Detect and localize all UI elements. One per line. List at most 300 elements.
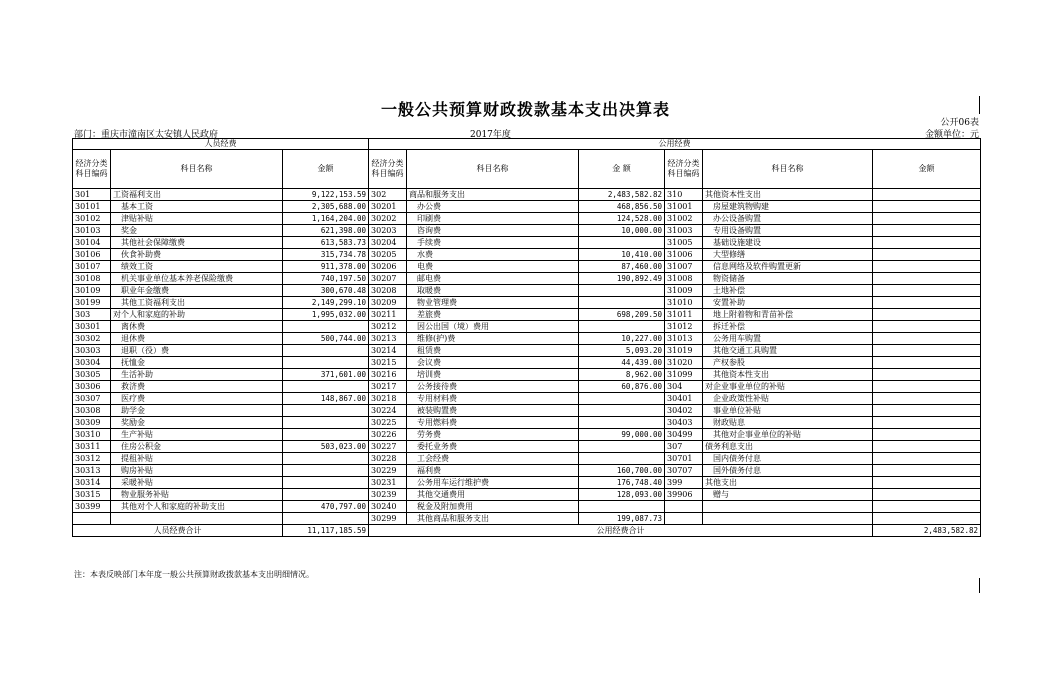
- name-cell: 水费: [407, 249, 579, 261]
- code-cell: 30701: [665, 453, 703, 465]
- code-cell: 30399: [73, 501, 111, 513]
- code-cell: 30203: [369, 225, 407, 237]
- amount-cell: [873, 357, 981, 369]
- page-edge-mark-top: [979, 96, 980, 114]
- code-cell: 30108: [73, 273, 111, 285]
- amount-cell: [579, 417, 665, 429]
- header-code: 经济分类科目编码: [665, 150, 703, 189]
- name-cell: 对个人和家庭的补助: [111, 309, 283, 321]
- code-cell: 399: [665, 477, 703, 489]
- amount-cell: [873, 393, 981, 405]
- name-cell: 差旅费: [407, 309, 579, 321]
- amount-cell: [283, 477, 369, 489]
- code-cell: 31099: [665, 369, 703, 381]
- amount-cell: [873, 513, 981, 525]
- code-cell: 30205: [369, 249, 407, 261]
- name-cell: 国外债务付息: [703, 465, 873, 477]
- table-row: [73, 309, 981, 321]
- code-cell: 31002: [665, 213, 703, 225]
- code-cell: 30299: [369, 513, 407, 525]
- name-cell: 办公设备购置: [703, 213, 873, 225]
- code-cell: 30104: [73, 237, 111, 249]
- name-cell: 劳务费: [407, 429, 579, 441]
- header-name: 科目名称: [703, 150, 873, 189]
- name-cell: 其他资本性支出: [703, 369, 873, 381]
- amount-cell: 99,000.00: [579, 429, 665, 441]
- amount-cell: [873, 285, 981, 297]
- code-cell: [665, 513, 703, 525]
- code-cell: 30308: [73, 405, 111, 417]
- code-cell: 31001: [665, 201, 703, 213]
- name-cell: 专用燃料费: [407, 417, 579, 429]
- amount-cell: 10,227.00: [579, 333, 665, 345]
- code-cell: 31008: [665, 273, 703, 285]
- amount-cell: 87,460.00: [579, 261, 665, 273]
- code-cell: 31013: [665, 333, 703, 345]
- name-cell: 财政贴息: [703, 417, 873, 429]
- name-cell: 培训费: [407, 369, 579, 381]
- table-row: [73, 297, 981, 309]
- amount-cell: 2,483,582.82: [579, 189, 665, 201]
- amount-cell: 128,093.00: [579, 489, 665, 501]
- section-personnel: 人员经费: [73, 139, 369, 150]
- table-row: [73, 381, 981, 393]
- name-cell: 住房公积金: [111, 441, 283, 453]
- amount-cell: 1,164,204.00: [283, 213, 369, 225]
- name-cell: 其他工资福利支出: [111, 297, 283, 309]
- name-cell: 办公费: [407, 201, 579, 213]
- amount-cell: 176,748.40: [579, 477, 665, 489]
- code-cell: 30402: [665, 405, 703, 417]
- amount-cell: [873, 261, 981, 273]
- code-cell: 30216: [369, 369, 407, 381]
- code-cell: 303: [73, 309, 111, 321]
- table-row: [73, 273, 981, 285]
- table-row: [73, 393, 981, 405]
- name-cell: 工资福利支出: [111, 189, 283, 201]
- amount-cell: [579, 321, 665, 333]
- code-cell: 31003: [665, 225, 703, 237]
- name-cell: 物业管理费: [407, 297, 579, 309]
- code-cell: 39906: [665, 489, 703, 501]
- name-cell: 提租补贴: [111, 453, 283, 465]
- amount-cell: [283, 417, 369, 429]
- code-cell: 304: [665, 381, 703, 393]
- name-cell: 离休费: [111, 321, 283, 333]
- code-cell: 30228: [369, 453, 407, 465]
- name-cell: 债务利息支出: [703, 441, 873, 453]
- name-cell: 商品和服务支出: [407, 189, 579, 201]
- public-total-value: 2,483,582.82: [873, 525, 981, 537]
- code-cell: 30215: [369, 357, 407, 369]
- fiscal-year: 2017年度: [470, 130, 511, 140]
- code-cell: 30307: [73, 393, 111, 405]
- amount-cell: 160,700.00: [579, 465, 665, 477]
- header-name: 科目名称: [111, 150, 283, 189]
- code-cell: 30212: [369, 321, 407, 333]
- name-cell: [111, 513, 283, 525]
- name-cell: [703, 501, 873, 513]
- amount-cell: [579, 501, 665, 513]
- name-cell: 维修(护)费: [407, 333, 579, 345]
- amount-cell: 10,410.00: [579, 249, 665, 261]
- amount-cell: 5,093.20: [579, 345, 665, 357]
- code-cell: 30218: [369, 393, 407, 405]
- table-row: [73, 501, 981, 513]
- code-cell: 30213: [369, 333, 407, 345]
- name-cell: 救济费: [111, 381, 283, 393]
- code-cell: 30209: [369, 297, 407, 309]
- code-cell: 30102: [73, 213, 111, 225]
- amount-cell: 468,856.50: [579, 201, 665, 213]
- amount-cell: 621,398.00: [283, 225, 369, 237]
- amount-cell: 740,197.50: [283, 273, 369, 285]
- name-cell: 公务接待费: [407, 381, 579, 393]
- amount-cell: [873, 417, 981, 429]
- amount-cell: [873, 489, 981, 501]
- amount-cell: [283, 453, 369, 465]
- code-cell: 30101: [73, 201, 111, 213]
- amount-cell: [873, 453, 981, 465]
- name-cell: 助学金: [111, 405, 283, 417]
- name-cell: 地上附着物和青苗补偿: [703, 309, 873, 321]
- code-cell: 31007: [665, 261, 703, 273]
- amount-cell: [873, 441, 981, 453]
- personnel-total-value: 11,117,185.59: [283, 525, 369, 537]
- form-number: 公开06表: [940, 118, 979, 128]
- code-cell: 30303: [73, 345, 111, 357]
- amount-cell: [873, 189, 981, 201]
- name-cell: 机关事业单位基本养老保险缴费: [111, 273, 283, 285]
- name-cell: 信息网络及软件购置更新: [703, 261, 873, 273]
- code-cell: [665, 501, 703, 513]
- amount-cell: [873, 429, 981, 441]
- name-cell: 奖金: [111, 225, 283, 237]
- code-cell: 30304: [73, 357, 111, 369]
- header-name: 科目名称: [407, 150, 579, 189]
- amount-cell: [283, 405, 369, 417]
- code-cell: 31011: [665, 309, 703, 321]
- name-cell: 企业政策性补贴: [703, 393, 873, 405]
- name-cell: 手续费: [407, 237, 579, 249]
- header-amount: 金额: [283, 150, 369, 189]
- code-cell: 30224: [369, 405, 407, 417]
- code-cell: 30202: [369, 213, 407, 225]
- table-row: [73, 477, 981, 489]
- code-cell: 30214: [369, 345, 407, 357]
- table-row: [73, 213, 981, 225]
- amount-cell: [873, 381, 981, 393]
- name-cell: 其他对个人和家庭的补助支出: [111, 501, 283, 513]
- amount-cell: 911,378.00: [283, 261, 369, 273]
- code-cell: 30201: [369, 201, 407, 213]
- code-cell: 30314: [73, 477, 111, 489]
- table-row: [73, 369, 981, 381]
- amount-cell: [283, 465, 369, 477]
- table-row: [73, 453, 981, 465]
- table-row: [73, 333, 981, 345]
- name-cell: 其他资本性支出: [703, 189, 873, 201]
- table-row: [73, 429, 981, 441]
- header-amount: 金 额: [579, 150, 665, 189]
- name-cell: 公务用车运行维护费: [407, 477, 579, 489]
- code-cell: 30311: [73, 441, 111, 453]
- header-code: 经济分类科目编码: [73, 150, 111, 189]
- code-cell: 30229: [369, 465, 407, 477]
- name-cell: 安置补助: [703, 297, 873, 309]
- name-cell: 因公出国（境）费用: [407, 321, 579, 333]
- name-cell: 房屋建筑物购建: [703, 201, 873, 213]
- code-cell: 30211: [369, 309, 407, 321]
- code-cell: 30204: [369, 237, 407, 249]
- amount-cell: [579, 393, 665, 405]
- name-cell: 基本工资: [111, 201, 283, 213]
- name-cell: 取暖费: [407, 285, 579, 297]
- code-cell: 30499: [665, 429, 703, 441]
- table-row: [73, 249, 981, 261]
- amount-cell: 60,876.00: [579, 381, 665, 393]
- amount-cell: [579, 285, 665, 297]
- name-cell: 专用设备购置: [703, 225, 873, 237]
- amount-cell: 9,122,153.59: [283, 189, 369, 201]
- table-row: [73, 405, 981, 417]
- amount-cell: [283, 513, 369, 525]
- code-cell: 30231: [369, 477, 407, 489]
- table-row: [73, 441, 981, 453]
- code-cell: 30206: [369, 261, 407, 273]
- code-cell: [73, 513, 111, 525]
- name-cell: 对企业事业单位的补贴: [703, 381, 873, 393]
- name-cell: 其他商品和服务支出: [407, 513, 579, 525]
- amount-cell: 199,087.73: [579, 513, 665, 525]
- table-row: [73, 285, 981, 297]
- amount-cell: 300,670.48: [283, 285, 369, 297]
- table-row: [73, 321, 981, 333]
- name-cell: 国内债务付息: [703, 453, 873, 465]
- personnel-total-label: 人员经费合计: [73, 525, 283, 537]
- table-row: [73, 465, 981, 477]
- amount-cell: 315,734.78: [283, 249, 369, 261]
- amount-cell: [283, 381, 369, 393]
- code-cell: 30226: [369, 429, 407, 441]
- name-cell: 赠与: [703, 489, 873, 501]
- name-cell: 其他对企事业单位的补贴: [703, 429, 873, 441]
- amount-cell: [873, 321, 981, 333]
- amount-cell: [873, 309, 981, 321]
- code-cell: 30217: [369, 381, 407, 393]
- name-cell: 土地补偿: [703, 285, 873, 297]
- table-row: [73, 357, 981, 369]
- amount-cell: [873, 249, 981, 261]
- page-edge-mark-bottom: [979, 578, 980, 593]
- amount-cell: [283, 345, 369, 357]
- name-cell: [703, 513, 873, 525]
- amount-cell: 698,209.50: [579, 309, 665, 321]
- amount-cell: 124,528.00: [579, 213, 665, 225]
- name-cell: 拆迁补偿: [703, 321, 873, 333]
- code-cell: 30306: [73, 381, 111, 393]
- name-cell: 事业单位补贴: [703, 405, 873, 417]
- code-cell: 30107: [73, 261, 111, 273]
- table-row: [73, 489, 981, 501]
- amount-cell: [873, 273, 981, 285]
- table-row: [73, 189, 981, 201]
- amount-cell: [873, 201, 981, 213]
- table-row: [73, 237, 981, 249]
- column-header-row: [73, 150, 981, 189]
- amount-cell: [873, 369, 981, 381]
- name-cell: 生活补助: [111, 369, 283, 381]
- header-code: 经济分类科目编码: [369, 150, 407, 189]
- code-cell: 31010: [665, 297, 703, 309]
- amount-cell: [283, 489, 369, 501]
- name-cell: 工会经费: [407, 453, 579, 465]
- name-cell: 职业年金缴费: [111, 285, 283, 297]
- table-row: [73, 261, 981, 273]
- code-cell: 31019: [665, 345, 703, 357]
- name-cell: 退休费: [111, 333, 283, 345]
- table-row: [73, 225, 981, 237]
- amount-cell: 371,601.00: [283, 369, 369, 381]
- name-cell: 邮电费: [407, 273, 579, 285]
- amount-cell: 8,962.00: [579, 369, 665, 381]
- code-cell: 30707: [665, 465, 703, 477]
- amount-cell: [873, 225, 981, 237]
- amount-cell: [873, 237, 981, 249]
- amount-cell: [873, 297, 981, 309]
- header-amount: 金额: [873, 150, 981, 189]
- code-cell: 30106: [73, 249, 111, 261]
- name-cell: 物业服务补贴: [111, 489, 283, 501]
- table-row: [73, 513, 981, 525]
- amount-cell: 470,797.00: [283, 501, 369, 513]
- section-header-row: [73, 139, 981, 150]
- code-cell: 30109: [73, 285, 111, 297]
- name-cell: 购房补贴: [111, 465, 283, 477]
- code-cell: 30302: [73, 333, 111, 345]
- code-cell: 30199: [73, 297, 111, 309]
- table-row: [73, 345, 981, 357]
- code-cell: 31009: [665, 285, 703, 297]
- name-cell: 退职（役）费: [111, 345, 283, 357]
- name-cell: 专用材料费: [407, 393, 579, 405]
- name-cell: 奖励金: [111, 417, 283, 429]
- code-cell: 31012: [665, 321, 703, 333]
- department-label: 部门：重庆市潼南区太安镇人民政府: [74, 130, 219, 140]
- code-cell: 30313: [73, 465, 111, 477]
- code-cell: 30207: [369, 273, 407, 285]
- name-cell: 租赁费: [407, 345, 579, 357]
- name-cell: 津贴补贴: [111, 213, 283, 225]
- code-cell: 30225: [369, 417, 407, 429]
- footnote: 注：本表反映部门本年度一般公共预算财政拨款基本支出明细情况。: [74, 570, 314, 579]
- amount-cell: 1,995,032.00: [283, 309, 369, 321]
- name-cell: 税金及附加费用: [407, 501, 579, 513]
- amount-cell: 10,000.00: [579, 225, 665, 237]
- name-cell: 其他交通工具购置: [703, 345, 873, 357]
- report-title: 一般公共预算财政拨款基本支出决算表: [380, 100, 670, 119]
- code-cell: 30312: [73, 453, 111, 465]
- totals-row: [73, 525, 981, 537]
- name-cell: 会议费: [407, 357, 579, 369]
- section-public: 公用经费: [369, 139, 981, 150]
- amount-cell: 190,892.49: [579, 273, 665, 285]
- code-cell: 31005: [665, 237, 703, 249]
- amount-cell: [579, 297, 665, 309]
- amount-cell: [873, 477, 981, 489]
- name-cell: 抚恤金: [111, 357, 283, 369]
- code-cell: 30301: [73, 321, 111, 333]
- name-cell: 生产补贴: [111, 429, 283, 441]
- code-cell: 30403: [665, 417, 703, 429]
- amount-cell: [283, 429, 369, 441]
- amount-cell: [873, 501, 981, 513]
- code-cell: 30208: [369, 285, 407, 297]
- name-cell: 物资储备: [703, 273, 873, 285]
- amount-cell: 44,439.00: [579, 357, 665, 369]
- code-cell: 30103: [73, 225, 111, 237]
- name-cell: 其他交通费用: [407, 489, 579, 501]
- amount-cell: [283, 321, 369, 333]
- name-cell: 咨询费: [407, 225, 579, 237]
- code-cell: 307: [665, 441, 703, 453]
- expenditure-table: [72, 138, 981, 537]
- name-cell: 大型修缮: [703, 249, 873, 261]
- code-cell: 30310: [73, 429, 111, 441]
- name-cell: 基础设施建设: [703, 237, 873, 249]
- code-cell: 302: [369, 189, 407, 201]
- code-cell: 30401: [665, 393, 703, 405]
- amount-unit: 金额单位：元: [924, 130, 979, 140]
- amount-cell: 148,867.00: [283, 393, 369, 405]
- amount-cell: [579, 441, 665, 453]
- code-cell: 310: [665, 189, 703, 201]
- amount-cell: [579, 237, 665, 249]
- code-cell: 30309: [73, 417, 111, 429]
- name-cell: 其他支出: [703, 477, 873, 489]
- name-cell: 产权参股: [703, 357, 873, 369]
- amount-cell: 2,149,299.10: [283, 297, 369, 309]
- name-cell: 委托业务费: [407, 441, 579, 453]
- table-row: [73, 201, 981, 213]
- code-cell: 30239: [369, 489, 407, 501]
- amount-cell: 500,744.00: [283, 333, 369, 345]
- amount-cell: [873, 333, 981, 345]
- code-cell: 30305: [73, 369, 111, 381]
- amount-cell: [873, 213, 981, 225]
- code-cell: 30315: [73, 489, 111, 501]
- name-cell: 绩效工资: [111, 261, 283, 273]
- name-cell: 印刷费: [407, 213, 579, 225]
- amount-cell: 2,305,688.00: [283, 201, 369, 213]
- name-cell: 公务用车购置: [703, 333, 873, 345]
- name-cell: 其他社会保障缴费: [111, 237, 283, 249]
- amount-cell: [579, 453, 665, 465]
- amount-cell: 613,583.73: [283, 237, 369, 249]
- name-cell: 采暖补贴: [111, 477, 283, 489]
- code-cell: 31006: [665, 249, 703, 261]
- name-cell: 被装购置费: [407, 405, 579, 417]
- amount-cell: [873, 465, 981, 477]
- name-cell: 伙食补助费: [111, 249, 283, 261]
- name-cell: 医疗费: [111, 393, 283, 405]
- public-total-label: 公用经费合计: [369, 525, 873, 537]
- amount-cell: [873, 345, 981, 357]
- table-row: [73, 417, 981, 429]
- name-cell: 福利费: [407, 465, 579, 477]
- code-cell: 30227: [369, 441, 407, 453]
- code-cell: 30240: [369, 501, 407, 513]
